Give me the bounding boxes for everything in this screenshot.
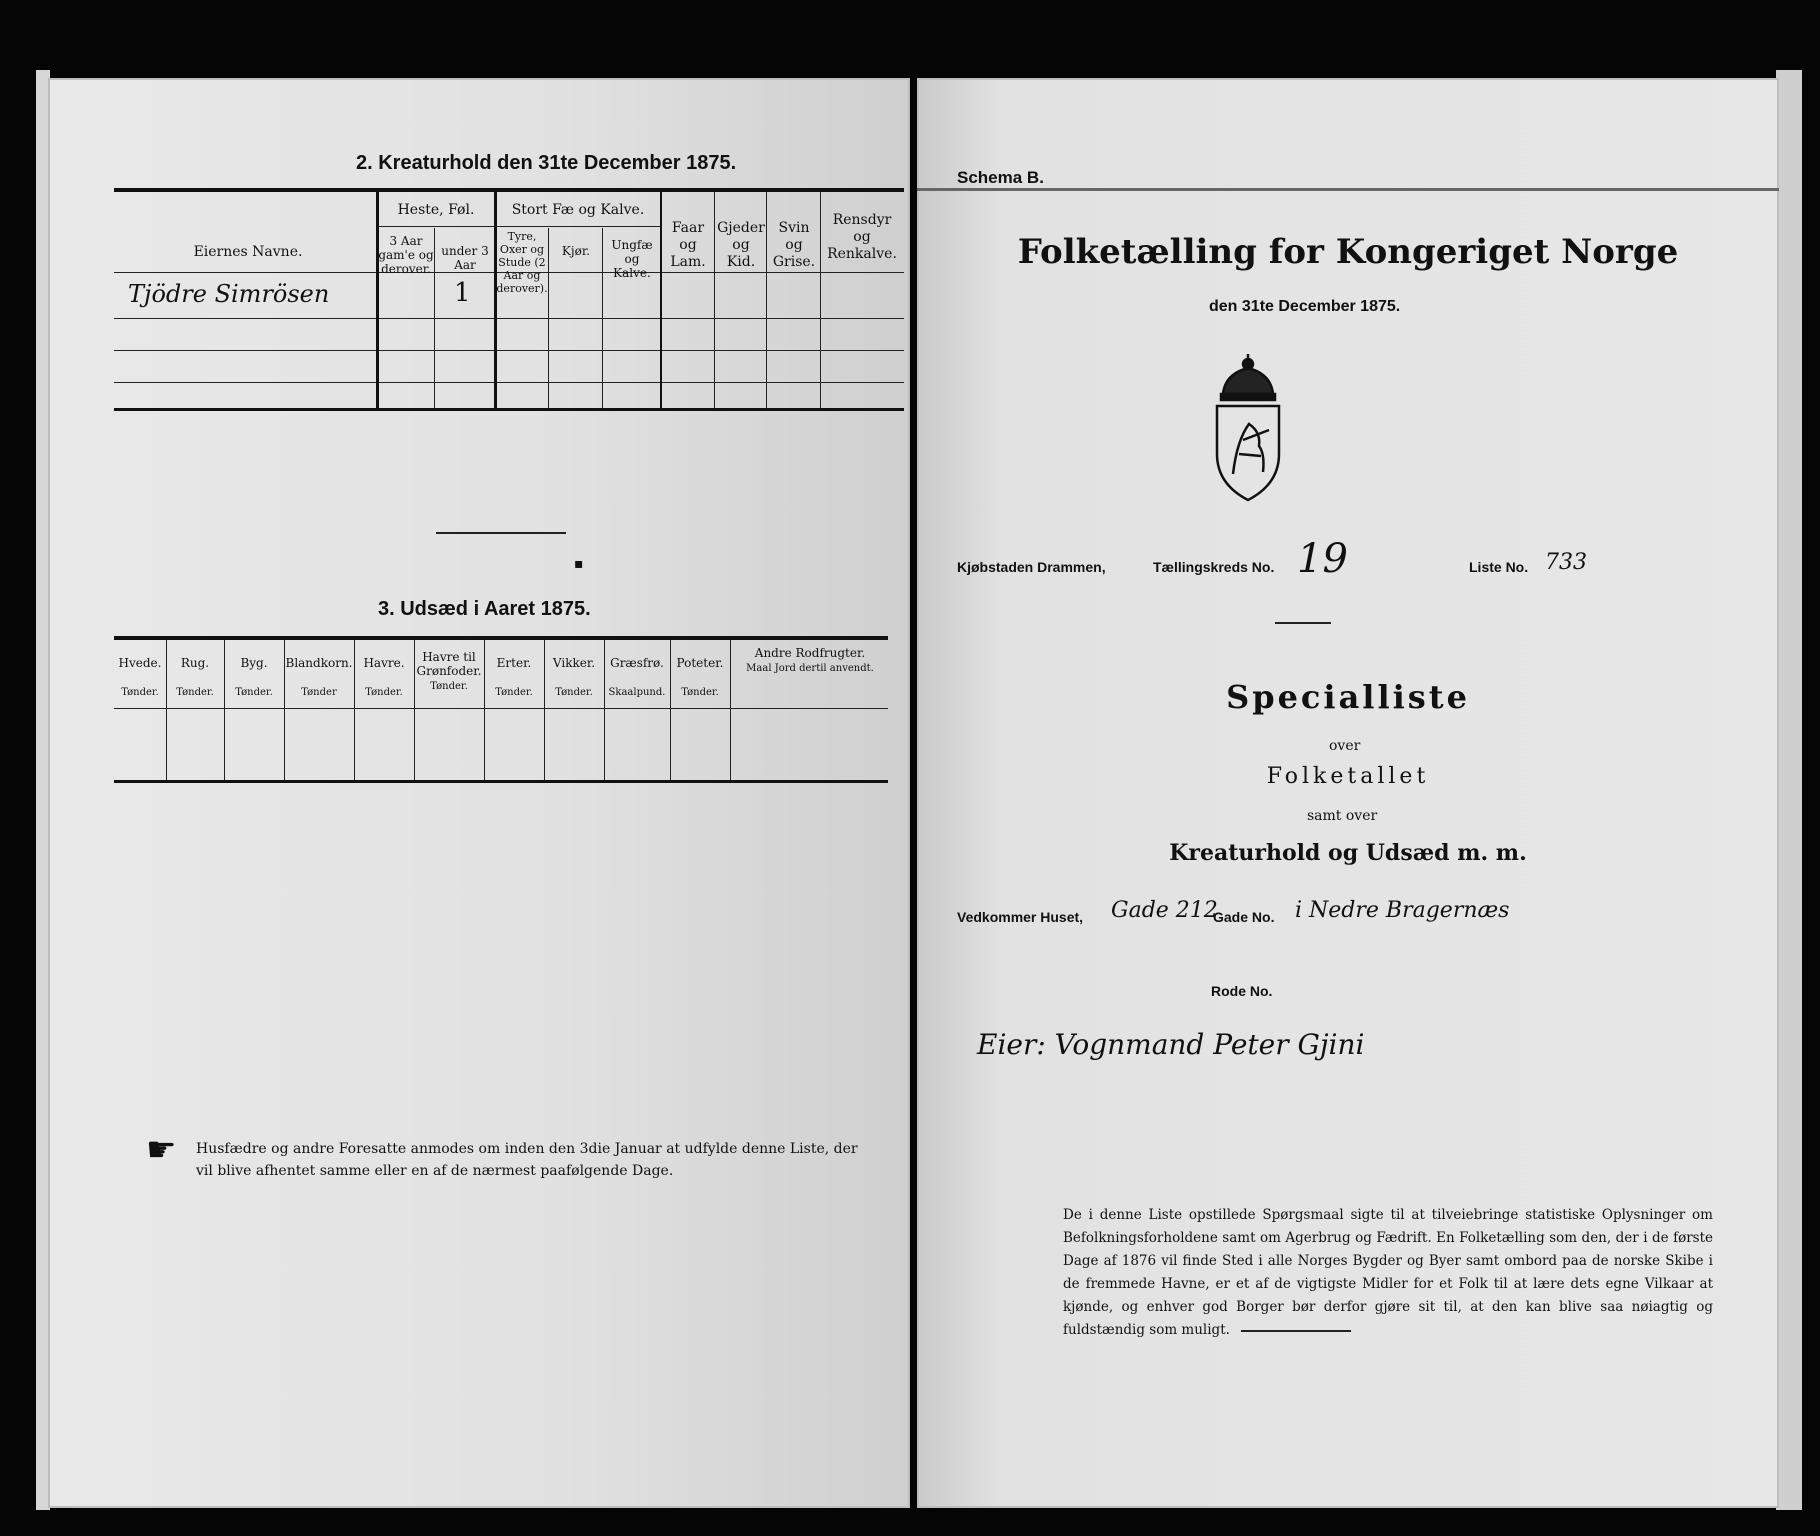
- sowing-green-oats-header: Havre til Grønfoder. Tønder.: [416, 650, 482, 692]
- house-street-handwritten: Gade 212: [1111, 898, 1218, 923]
- horses-under-3-header: under 3 Aar: [441, 244, 489, 272]
- reindeer-header: Rensdyr og Renkalve.: [827, 212, 897, 262]
- sowing-vetch-header: Vikker. Tønder.: [552, 656, 596, 698]
- livestock-table-top-rule: [114, 188, 904, 192]
- horses-under-3-value: 1: [454, 278, 471, 308]
- pointing-hand-icon: ☛: [146, 1130, 177, 1170]
- folketallet-title: Folketallet: [1266, 764, 1430, 789]
- census-title: Folketælling for Kongeriget Norge: [1017, 232, 1679, 272]
- sowing-table-bottom-rule: [114, 780, 888, 783]
- pigs-header: Svin og Grise.: [772, 220, 816, 270]
- sowing-table-top-rule: [114, 636, 888, 640]
- livestock-table-bottom-rule: [114, 408, 904, 411]
- schema-label: Schema B.: [957, 168, 1044, 187]
- divider-rule: [436, 532, 566, 534]
- owner-name-header: Eiernes Navne.: [193, 244, 303, 260]
- tellingskreds-number: 19: [1297, 536, 1348, 582]
- owner-handwritten: Eier: Vognmand Peter Gjini: [977, 1028, 1365, 1061]
- cows-header: Kjør.: [561, 244, 591, 258]
- liste-number: 733: [1545, 550, 1587, 575]
- specialliste-title: Specialliste: [1226, 678, 1470, 716]
- right-page-edge: [1776, 70, 1802, 1510]
- sowing-wheat-header: Hvede. Tønder.: [118, 656, 162, 698]
- sowing-section-title: 3. Udsæd i Aaret 1875.: [378, 598, 591, 620]
- tellingskreds-label: Tællingskreds No.: [1153, 559, 1275, 575]
- young-cattle-header: Ungfæ og Kalve.: [611, 238, 653, 280]
- samt-over-text: samt over: [1307, 808, 1378, 824]
- district-handwritten: i Nedre Bragernæs: [1295, 898, 1510, 923]
- owner-name-handwritten: Tjödre Simrösen: [128, 280, 330, 308]
- rode-no-label: Rode No.: [1211, 983, 1273, 999]
- coat-of-arms-icon: [1203, 354, 1293, 504]
- left-page: 2. Kreaturhold den 31te December 1875. Eiernes Navne. Heste, Føl. 3 Aar gam'e og derover. under 3 Aar Stort Fæ og Kalve. Tyre, Oxer og Stude (2 Aar og derover). Kjør. Ungfæ og Kalve. Faar og Lam. Gjeder og Kid. Svin og Grise. Rensdyr og Renkalve. Tjödre Simrösen 1 ▪ 3. Udsæd i Aaret 1875. Hvede. Tønder. Rug. Tønder. Byg. Tønder. Blandkorn. Tønder Havre. Tønder. Havre til Grønfoder. Tønder. Erter. Tønder. Vikker. Tønder. Græsfrø. Skaalpund. Poteter. Tønder. Andre Rodfrugter. Maal Jord dertil anvendt. ☛ Husfædre og andre Foresatte anmodes om inden den 3die Januar at udfylde denne Liste, der vil blive afhentet samme eller en af de nærmest paafølgende Dage.: [48, 78, 910, 1508]
- sowing-mixed-header: Blandkorn. Tønder: [285, 656, 353, 698]
- bulls-header: Tyre, Oxer og Stude (2 Aar og derover).: [496, 230, 548, 295]
- sowing-rye-header: Rug. Tønder.: [176, 656, 214, 698]
- cattle-header: Stort Fæ og Kalve.: [511, 202, 645, 218]
- sowing-oats-header: Havre. Tønder.: [363, 656, 405, 698]
- sowing-grass-seed-header: Græsfrø. Skaalpund.: [608, 656, 666, 698]
- kreaturhold-title: Kreaturhold og Udsæd m. m.: [1169, 840, 1527, 866]
- goats-header: Gjeder og Kid.: [717, 220, 765, 270]
- horses-3-over-header: 3 Aar gam'e og derover.: [378, 234, 434, 276]
- livestock-section-title: 2. Kreaturhold den 31te December 1875.: [356, 152, 737, 174]
- kjobstad-label: Kjøbstaden Drammen,: [957, 559, 1106, 575]
- sheep-header: Faar og Lam.: [670, 220, 706, 270]
- census-date: den 31te December 1875.: [1209, 298, 1401, 315]
- sowing-potatoes-header: Poteter. Tønder.: [676, 656, 724, 698]
- liste-label: Liste No.: [1469, 559, 1529, 575]
- horses-header: Heste, Føl.: [397, 202, 475, 218]
- vedkommer-label: Vedkommer Huset,: [957, 909, 1084, 925]
- instructions-paragraph: De i denne Liste opstillede Spørgsmaal sigte til at tilveiebringe statistiske Oplysninger om Befolkningsforholdene samt om Agerbrug og Fædrift. En Folketælling som den, der i de første Dage af 1876 vil finde Sted i alle Norges Bygder og Byer samt ombord paa de norske Skibe i de fremmede Havne, er et af de vigtigste Midler for et Folk til at lære dets egne Vilkaar at kjønde, og enhver god Borger bør derfor gjøre sit til, at den kan blive saa nøiagtig og fuldstændig som muligt.: [1063, 1207, 1713, 1338]
- over-text-1: over: [1329, 738, 1361, 754]
- right-page: [917, 78, 1779, 1508]
- sowing-peas-header: Erter. Tønder.: [495, 656, 533, 698]
- sowing-barley-header: Byg. Tønder.: [235, 656, 273, 698]
- gade-no-label: Gade No.: [1213, 909, 1275, 925]
- notice-text: Husfædre og andre Foresatte anmodes om inden den 3die Januar at udfylde denne Liste, der vil blive afhentet samme eller en af de nærmest paafølgende Dage.: [196, 1141, 858, 1179]
- sowing-root-crops-header: Andre Rodfrugter. Maal Jord dertil anvendt.: [746, 646, 874, 674]
